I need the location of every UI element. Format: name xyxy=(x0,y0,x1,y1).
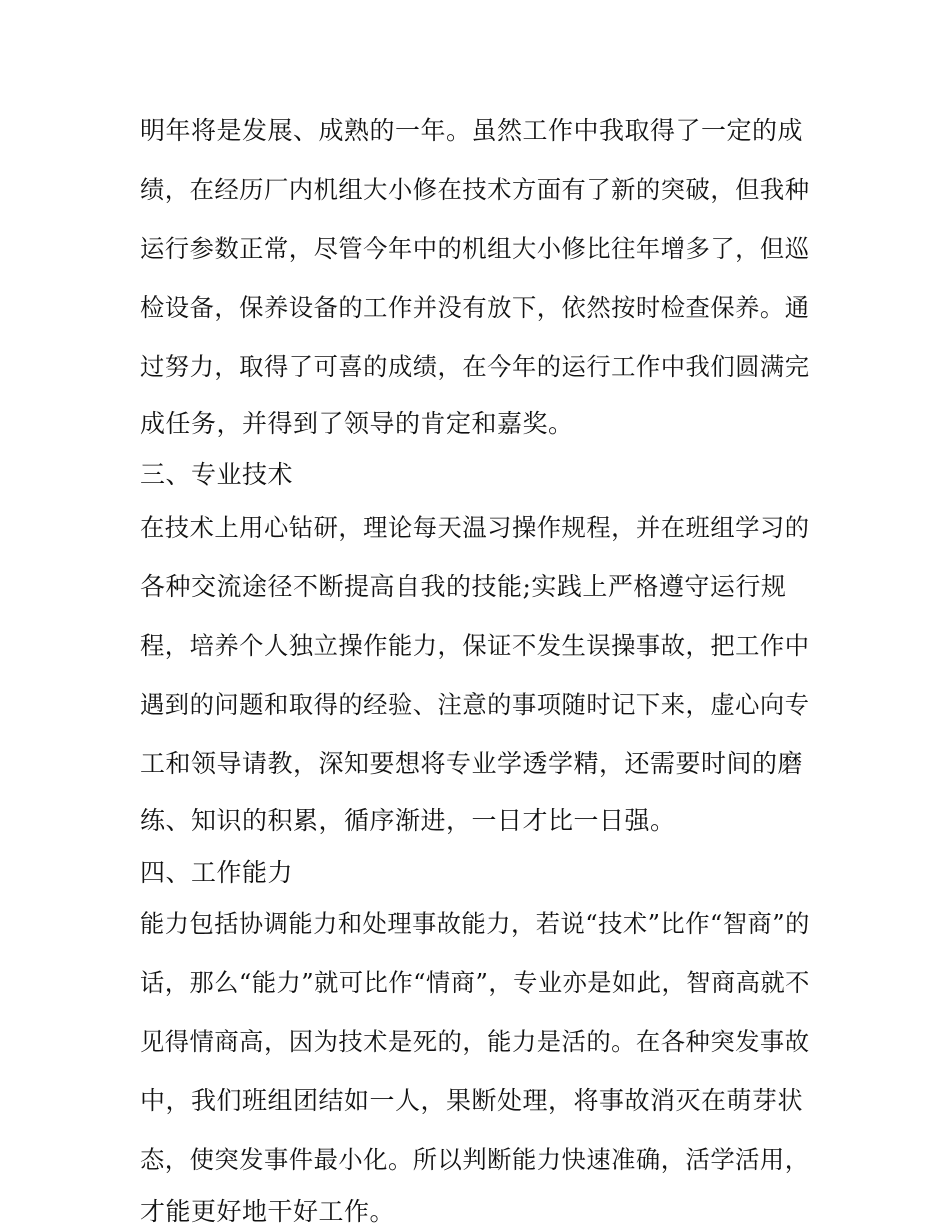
text-line: 态，使突发事件最小化。所以判断能力快速准确，活学活用， xyxy=(140,1145,810,1174)
text-line: 工和领导请教，深知要想将专业学透学精，还需要时间的磨 xyxy=(140,749,804,778)
text-line: 成任务，并得到了领导的肯定和嘉奖。 xyxy=(140,409,574,438)
text-line: 中，我们班组团结如一人，果断处理，将事故消灭在萌芽状 xyxy=(140,1086,804,1115)
text-line: 才能更好地干好工作。 xyxy=(140,1197,396,1226)
text-line: 过努力，取得了可喜的成绩，在今年的运行工作中我们圆满完 xyxy=(140,352,810,381)
text-line: 练、知识的积累，循序渐进，一日才比一日强。 xyxy=(140,806,676,835)
text-line: 话，那么“能力”就可比作“情商”，专业亦是如此，智商高就不 xyxy=(140,968,810,997)
section-heading-ability: 四、工作能力 xyxy=(140,858,294,887)
text-line: 绩，在经历厂内机组大小修在技术方面有了新的突破，但我种 xyxy=(140,175,810,204)
text-line: 明年将是发展、成熟的一年。虽然工作中我取得了一定的成 xyxy=(140,116,804,145)
text-line: 见得情商高，因为技术是死的，能力是活的。在各种突发事故 xyxy=(140,1027,810,1056)
text-line: 运行参数正常，尽管今年中的机组大小修比往年增多了，但巡 xyxy=(140,234,810,263)
text-line: 各种交流途径不断提高自我的技能;实践上严格遵守运行规 xyxy=(140,572,787,601)
text-line: 遇到的问题和取得的经验、注意的事项随时记下来，虚心向专 xyxy=(140,690,810,719)
section-heading-tech: 三、专业技术 xyxy=(140,460,294,489)
text-line: 在技术上用心钻研，理论每天温习操作规程，并在班组学习的 xyxy=(140,513,810,542)
text-line: 检设备，保养设备的工作并没有放下，依然按时检查保养。通 xyxy=(140,293,810,322)
text-line: 程，培养个人独立操作能力，保证不发生误操事故，把工作中 xyxy=(140,631,810,660)
text-line: 能力包括协调能力和处理事故能力，若说“技术”比作“智商”的 xyxy=(140,909,810,938)
